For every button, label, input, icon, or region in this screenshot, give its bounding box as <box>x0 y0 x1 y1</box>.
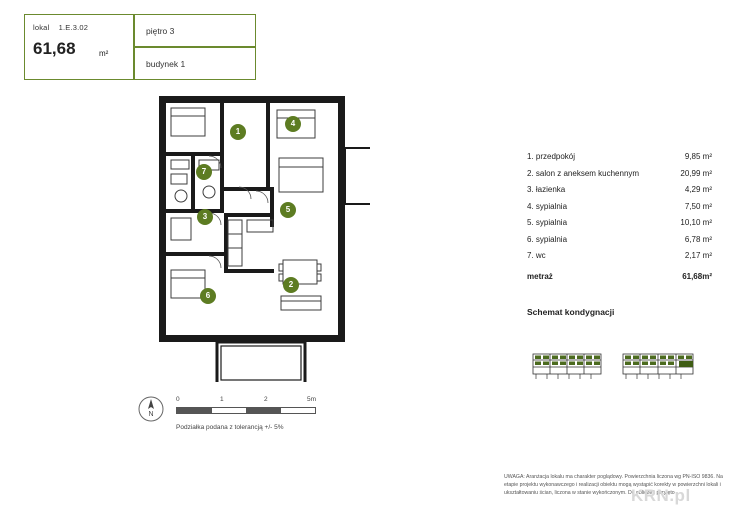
room-marker-5[interactable]: 5 <box>280 202 296 218</box>
floor-plan <box>155 92 370 357</box>
floor-label: piętro 3 <box>146 26 175 36</box>
legend-row <box>527 251 712 268</box>
unit-header <box>24 14 256 80</box>
legend-row <box>527 218 712 235</box>
legend-room-area: 2,17 m² <box>684 251 712 260</box>
legend-row <box>527 202 712 219</box>
building-label: budynek 1 <box>146 59 186 69</box>
legend-total-label: metraż <box>527 271 553 281</box>
lokal-label: lokal <box>33 23 50 32</box>
scale-tick-2: 2 <box>264 396 268 403</box>
watermark: KRN.pl <box>631 486 691 505</box>
room-marker-7[interactable]: 7 <box>196 164 212 180</box>
lokal-value: 1.E.3.02 <box>58 23 89 32</box>
unit-id-line <box>33 23 88 32</box>
scale-tick-1: 1 <box>220 396 224 403</box>
scale-bar-graphic <box>176 407 316 414</box>
legend-room-name: 6. sypialnia <box>527 234 568 244</box>
disclaimer-note: UWAGA: Aranżacja lokalu ma charakter poglądowy. Powierzchnia liczona wg PN-ISO 9836. Na etapie projektu wykonawczego i realizacji obiektu mogą wystąpić korekty w powierzchni lokali i ukształtowaniu ścian, liczona w stanie wykończonym. Do obliczeń przyjęto <box>504 474 723 497</box>
legend-row <box>527 169 712 186</box>
kondygnacja-highlight <box>679 361 693 367</box>
legend-total-row <box>527 272 712 289</box>
legend-room-name: 1. przedpokój <box>527 152 576 161</box>
kondygnacja-diagram <box>527 348 707 378</box>
floor-plan-svg <box>155 92 370 382</box>
unit-meta-box <box>134 14 256 80</box>
scale-bar <box>176 396 316 414</box>
legend-room-area: 9,85 m² <box>684 152 712 161</box>
room-marker-3[interactable]: 3 <box>197 209 213 225</box>
legend-room-area: 7,50 m² <box>684 201 712 211</box>
building-cell <box>134 47 256 80</box>
legend-room-name: 2. salon z aneksem kuchennym <box>527 168 640 178</box>
scale-ticks <box>176 396 316 406</box>
room-marker-6[interactable]: 6 <box>200 288 216 304</box>
room-marker-2[interactable]: 2 <box>283 277 299 293</box>
svg-text:N: N <box>148 411 154 418</box>
legend-row <box>527 152 712 169</box>
scale-note: Podziałka podana z tolerancją +/- 5% <box>176 424 284 431</box>
kondygnacja-title: Schemat kondygnacji <box>527 307 615 317</box>
legend-room-name: 4. sypialnia <box>527 201 568 211</box>
unit-id-box <box>24 14 134 80</box>
legend-row <box>527 235 712 252</box>
legend-row <box>527 185 712 202</box>
unit-area-unit: m² <box>99 49 109 58</box>
legend-room-name: 5. sypialnia <box>527 218 568 227</box>
legend-total-area: 61,68m² <box>682 271 712 281</box>
scale-tick-3: 5m <box>306 396 316 403</box>
legend-room-name: 7. wc <box>527 251 546 260</box>
legend-room-area: 4,29 m² <box>684 185 712 194</box>
room-marker-4[interactable]: 4 <box>285 116 301 132</box>
legend-room-area: 20,99 m² <box>680 168 712 178</box>
legend-room-area: 6,78 m² <box>684 234 712 244</box>
legend-room-area: 10,10 m² <box>680 218 712 227</box>
room-legend <box>527 152 712 288</box>
scale-tick-0: 0 <box>176 396 180 403</box>
floor-cell <box>134 14 256 47</box>
legend-room-name: 3. łazienka <box>527 185 566 194</box>
unit-area-value: 61,68 <box>33 39 76 58</box>
room-marker-1[interactable]: 1 <box>230 124 246 140</box>
compass-icon <box>136 394 166 424</box>
